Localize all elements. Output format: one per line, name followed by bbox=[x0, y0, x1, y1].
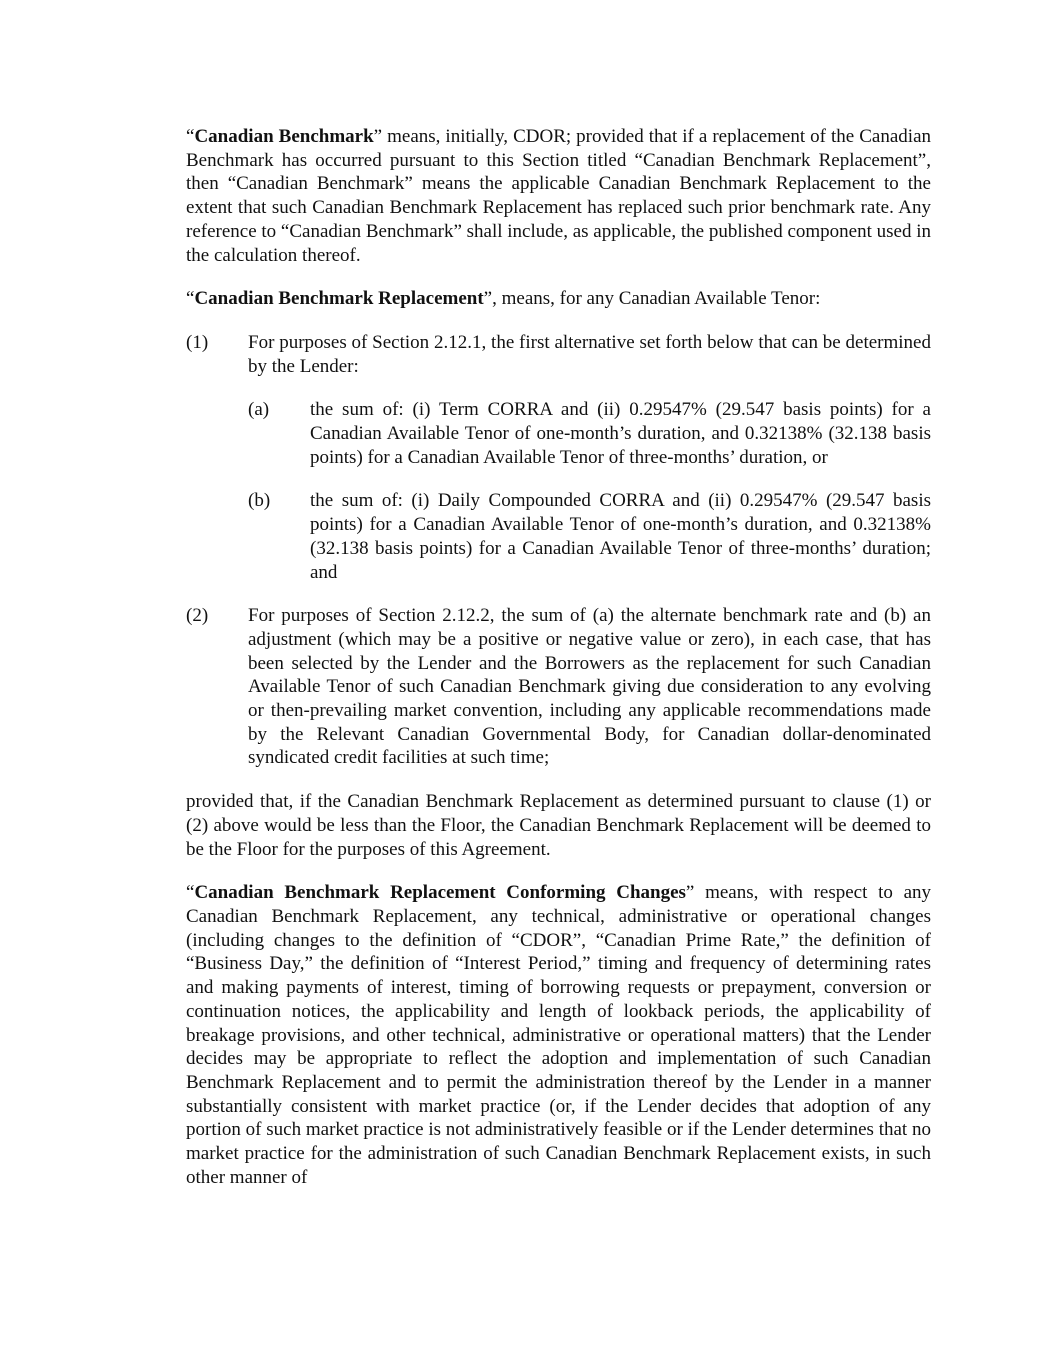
clause-1 bbox=[186, 331, 931, 378]
clause-text: For purposes of Section 2.12.1, the first alternative set forth below that can be determined by the Lender: bbox=[248, 331, 931, 377]
document-page bbox=[186, 125, 931, 1209]
open-quote: “ bbox=[186, 882, 195, 904]
clause-text: For purposes of Section 2.12.2, the sum of (a) the alternate benchmark rate and (b) an adjustment (which may be a positive or negative value or zero), in each case, that has been selected by the Lender and the Borrowers as the replacement for such Canadian Available Tenor of such Canadian Benchmark giving due consideration to any evolving or then-prevailing market convention, including any applicable recommendations made by the Relevant Canadian Governmental Body, for Canadian dollar-denominated syndicated credit facilities at such time; bbox=[248, 605, 931, 769]
proviso-paragraph: provided that, if the Canadian Benchmark Replacement as determined pursuant to clause (1) or (2) above would be less than the Floor, the Canadian Benchmark Replacement will be deemed to be the Floor for the purposes of this Agreement. bbox=[186, 791, 931, 860]
defined-term: Canadian Benchmark Replacement bbox=[194, 288, 484, 310]
definition-canadian-benchmark bbox=[186, 125, 931, 267]
definition-conforming-changes bbox=[186, 881, 931, 1189]
definition-text: ” means, initially, CDOR; provided that if a replacement of the Canadian Benchmark has occurred pursuant to this Section titled “Canadian Benchmark Replacement”, then “Canadian Benchmark” means the applicable Canadian Benchmark Replacement to the extent that such Canadian Benchmark Replacement has replaced such prior benchmark rate. Any reference to “Canadian Benchmark” shall include, as applicable, the published component used in the calculation thereof. bbox=[186, 126, 932, 266]
defined-term: Canadian Benchmark bbox=[194, 126, 374, 147]
definition-text: ” means, with respect to any Canadian Benchmark Replacement, any technical, administrative or operational changes (including changes to the definition of “CDOR”, “Canadian Prime Rate,” the definition of “Business Day,” the definition of “Interest Period,” timing and frequency of determining rates and making payments of interest, timing of borrowing requests or prepayment, conversion or continuation notices, the applicability and length of lookback periods, the applicability of breakage provisions, and other technical, administrative or operational matters) that the Lender decides may be appropriate to reflect the adoption and implementation of such Canadian Benchmark Replacement and to permit the administration thereof by the Lender in a manner substantially consistent with market practice (or, if the Lender decides that adoption of any portion of such market practice is not administratively feasible or if the Lender determines that no market practice for the administration of such Canadian Benchmark Replacement exists, in such other manner of bbox=[186, 882, 932, 1188]
clause-number: (b) bbox=[248, 490, 271, 512]
clause-number: (1) bbox=[186, 331, 209, 353]
clause-text: the sum of: (i) Daily Compounded CORRA and (ii) 0.29547% (29.547 basis points) for a Canadian Available Tenor of one-month’s duration, and 0.32138% (32.138 basis points) for a Canadian Available Tenor of three-months’ duration; and bbox=[310, 490, 931, 583]
clause-number: (a) bbox=[248, 399, 270, 421]
clause-number: (2) bbox=[186, 605, 209, 627]
clause-1b bbox=[248, 489, 931, 584]
definition-text: ”, means, for any Canadian Available Tenor: bbox=[483, 288, 821, 310]
definition-canadian-benchmark-replacement bbox=[186, 287, 931, 311]
defined-term: Canadian Benchmark Replacement Conforming Changes bbox=[194, 882, 686, 904]
clause-text: the sum of: (i) Term CORRA and (ii) 0.29547% (29.547 basis points) for a Canadian Available Tenor of one-month’s duration, and 0.32138% (32.138 basis points) for a Canadian Available Tenor of three-months’ duration, or bbox=[310, 399, 931, 468]
open-quote: “ bbox=[186, 126, 195, 147]
open-quote: “ bbox=[186, 288, 195, 310]
clause-2 bbox=[186, 604, 931, 770]
clause-1a bbox=[248, 398, 931, 469]
